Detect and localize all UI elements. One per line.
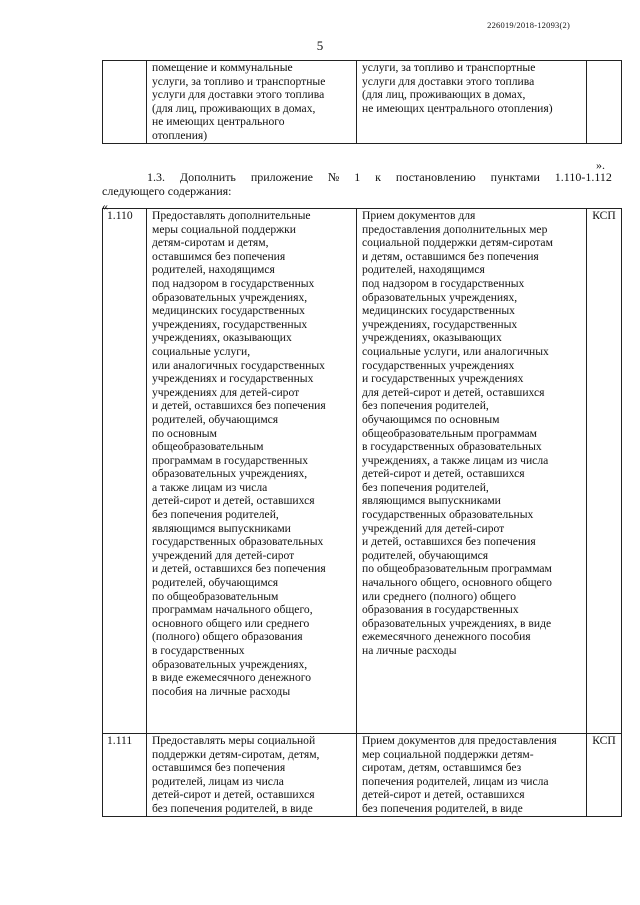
text-line: учреждениях, оказывающих bbox=[362, 331, 502, 345]
text-line: услуги, за топливо и транспортные bbox=[362, 61, 536, 74]
opening-quote: « bbox=[102, 199, 108, 213]
text-line: государственных образовательных bbox=[152, 535, 324, 549]
text-line: учреждениях для детей-сирот bbox=[152, 385, 300, 399]
text-line: являющимся выпускниками bbox=[152, 521, 291, 535]
text-line: родителей, обучающимся bbox=[362, 548, 489, 562]
text-line: обучающимся по основным bbox=[362, 412, 500, 426]
text-line: медицинских государственных bbox=[362, 304, 515, 318]
paragraph-word: Дополнить bbox=[179, 170, 236, 184]
amendment-paragraph bbox=[102, 170, 612, 198]
text-line: учреждениях, а также лицам из числа bbox=[362, 453, 549, 467]
text-line: ежемесячного денежного пособия bbox=[362, 630, 531, 644]
table-cell-description bbox=[147, 209, 357, 734]
text-line: и детей, оставшихся без попечения bbox=[362, 535, 536, 549]
text-line: образования в государственных bbox=[362, 603, 519, 617]
text-line: в государственных образовательных bbox=[362, 440, 542, 454]
text-line: под надзором в государственных bbox=[152, 276, 315, 290]
text-line: медицинских государственных bbox=[152, 304, 305, 318]
closing-quote: ». bbox=[596, 158, 605, 172]
paragraph-word: № bbox=[327, 170, 340, 184]
text-line: услуги для доставки этого топлива bbox=[362, 74, 535, 88]
table-cell-procedure bbox=[357, 734, 587, 817]
text-line: Прием документов для предоставления bbox=[362, 734, 557, 747]
text-line: учреждений для детей-сирот bbox=[152, 548, 295, 562]
text-line: пособия на личные расходы bbox=[152, 684, 291, 698]
text-line: социальные услуги, или аналогичных bbox=[362, 344, 549, 358]
text-line: родителей, находящимся bbox=[152, 263, 275, 277]
text-line: учреждениях, оказывающих bbox=[152, 331, 292, 345]
text-line: или аналогичных государственных bbox=[152, 358, 325, 372]
text-line: по общеобразовательным bbox=[152, 589, 279, 603]
document-id: 226019/2018-12093(2) bbox=[487, 20, 570, 30]
text-line: и государственных учреждениях bbox=[362, 372, 524, 386]
table-cell-responsible: КСП bbox=[587, 209, 622, 734]
text-line: начального общего, основного общего bbox=[362, 576, 552, 590]
text-line: программам в государственных bbox=[152, 453, 309, 467]
text-line: по общеобразовательным программам bbox=[362, 562, 552, 576]
paragraph-line-1 bbox=[102, 170, 612, 184]
text-line: предоставления дополнительных мер bbox=[362, 222, 548, 236]
text-line: учреждениях, государственных bbox=[152, 317, 308, 331]
text-line: под надзором в государственных bbox=[362, 276, 525, 290]
table-cell-empty bbox=[587, 61, 622, 144]
text-line: или среднего (полного) общего bbox=[362, 589, 516, 603]
text-line: учреждений для детей-сирот bbox=[362, 521, 505, 535]
text-line: (для лиц, проживающих в домах, bbox=[362, 88, 526, 102]
text-line: социальные услуги, bbox=[152, 344, 251, 358]
text-line: учреждениях и государственных bbox=[152, 372, 314, 386]
text-line: не имеющих центрального отопления) bbox=[362, 101, 553, 115]
text-line: государственных образовательных bbox=[362, 508, 534, 522]
table-cell-procedure bbox=[357, 209, 587, 734]
text-line: оставшимся без попечения bbox=[152, 761, 286, 775]
text-line: по основным bbox=[152, 426, 217, 440]
text-line: не имеющих центрального bbox=[152, 115, 285, 129]
text-line: без попечения родителей, bbox=[362, 399, 489, 413]
text-line: в государственных bbox=[152, 644, 245, 657]
text-line: образовательных учреждениях, bbox=[362, 290, 518, 304]
paragraph-word: 1.3. bbox=[147, 170, 165, 184]
table-row bbox=[103, 734, 622, 817]
text-line: детей-сирот и детей, оставшихся bbox=[362, 788, 525, 802]
text-line: детям-сиротам и детям, bbox=[152, 236, 269, 250]
text-line: детей-сирот и детей, оставшихся bbox=[362, 467, 525, 481]
table-cell-description bbox=[147, 61, 357, 144]
text-line: Прием документов для bbox=[362, 209, 476, 222]
paragraph-word: 1 bbox=[354, 170, 361, 184]
text-line: социальной поддержки детям-сиротам bbox=[362, 236, 553, 250]
table-cell-responsible: КСП bbox=[587, 734, 622, 817]
text-line: услуги для доставки этого топлива bbox=[152, 88, 325, 102]
text-line: без попечения родителей, в виде bbox=[152, 801, 313, 815]
table-cell-empty bbox=[103, 61, 147, 144]
text-line: попечения родителей, лицам из числа bbox=[362, 774, 549, 788]
text-line: сиротам, детям, оставшимся без bbox=[362, 761, 522, 775]
paragraph-word: постановлению bbox=[395, 170, 476, 184]
paragraph-word: пунктами bbox=[490, 170, 540, 184]
text-line: (полного) общего образования bbox=[152, 630, 303, 644]
text-line: без попечения родителей, в виде bbox=[362, 801, 523, 815]
paragraph-word: 1.110-1.112 bbox=[554, 170, 612, 184]
text-line: общеобразовательным программам bbox=[362, 426, 537, 440]
text-line: мер социальной поддержки детям- bbox=[362, 747, 534, 761]
text-line: в виде ежемесячного денежного bbox=[152, 671, 312, 685]
text-line: образовательных учреждениях, bbox=[152, 290, 308, 304]
text-line: Предоставлять дополнительные bbox=[152, 209, 311, 222]
text-line: Предоставлять меры социальной bbox=[152, 734, 316, 747]
text-line: детей-сирот и детей, оставшихся bbox=[152, 494, 315, 508]
text-line: родителей, обучающимся bbox=[152, 576, 279, 590]
text-line: программам начального общего, bbox=[152, 603, 313, 617]
text-line: основного общего или среднего bbox=[152, 616, 310, 630]
text-line: родителей, обучающимся bbox=[152, 412, 279, 426]
text-line: общеобразовательным bbox=[152, 440, 264, 454]
text-line: образовательных учреждениях, bbox=[152, 467, 308, 481]
text-line: для детей-сирот и детей, оставшихся bbox=[362, 385, 545, 399]
text-line: поддержки детям-сиротам, детям, bbox=[152, 747, 320, 761]
paragraph-line-2: следующего содержания: bbox=[102, 184, 232, 198]
page-number: 5 bbox=[316, 38, 324, 53]
table-cell-procedure bbox=[357, 61, 587, 144]
text-line: без попечения родителей, bbox=[152, 508, 279, 522]
text-line: а также лицам из числа bbox=[152, 480, 268, 494]
text-line: и детям, оставшимся без попечения bbox=[362, 249, 539, 263]
table-row bbox=[103, 61, 622, 144]
paragraph-word: к bbox=[375, 170, 381, 184]
text-line: и детей, оставшихся без попечения bbox=[152, 562, 326, 576]
item-number: 1.111 bbox=[103, 734, 147, 817]
text-line: детей-сирот и детей, оставшихся bbox=[152, 788, 315, 802]
text-line: образовательных учреждениях, bbox=[152, 657, 308, 671]
text-line: являющимся выпускниками bbox=[362, 494, 501, 508]
text-line: на личные расходы bbox=[362, 644, 457, 657]
text-line: без попечения родителей, bbox=[362, 480, 489, 494]
text-line: отопления) bbox=[152, 128, 208, 142]
text-line: помещение и коммунальные bbox=[152, 61, 293, 74]
paragraph-word: приложение bbox=[250, 170, 313, 184]
text-line: образовательных учреждениях, в виде bbox=[362, 616, 552, 630]
text-line: государственных учреждениях bbox=[362, 358, 515, 372]
text-line: родителей, лицам из числа bbox=[152, 774, 284, 788]
table-row bbox=[103, 209, 622, 734]
text-line: услуги, за топливо и транспортные bbox=[152, 74, 326, 88]
text-line: (для лиц, проживающих в домах, bbox=[152, 101, 316, 115]
text-line: учреждениях, государственных bbox=[362, 317, 518, 331]
table-cell-description bbox=[147, 734, 357, 817]
top-table bbox=[102, 60, 622, 144]
text-line: меры социальной поддержки bbox=[152, 222, 296, 236]
item-number: 1.110 bbox=[103, 209, 147, 734]
main-table bbox=[102, 208, 622, 817]
text-line: родителей, находящимся bbox=[362, 263, 485, 277]
text-line: и детей, оставшихся без попечения bbox=[152, 399, 326, 413]
text-line: оставшимся без попечения bbox=[152, 249, 286, 263]
